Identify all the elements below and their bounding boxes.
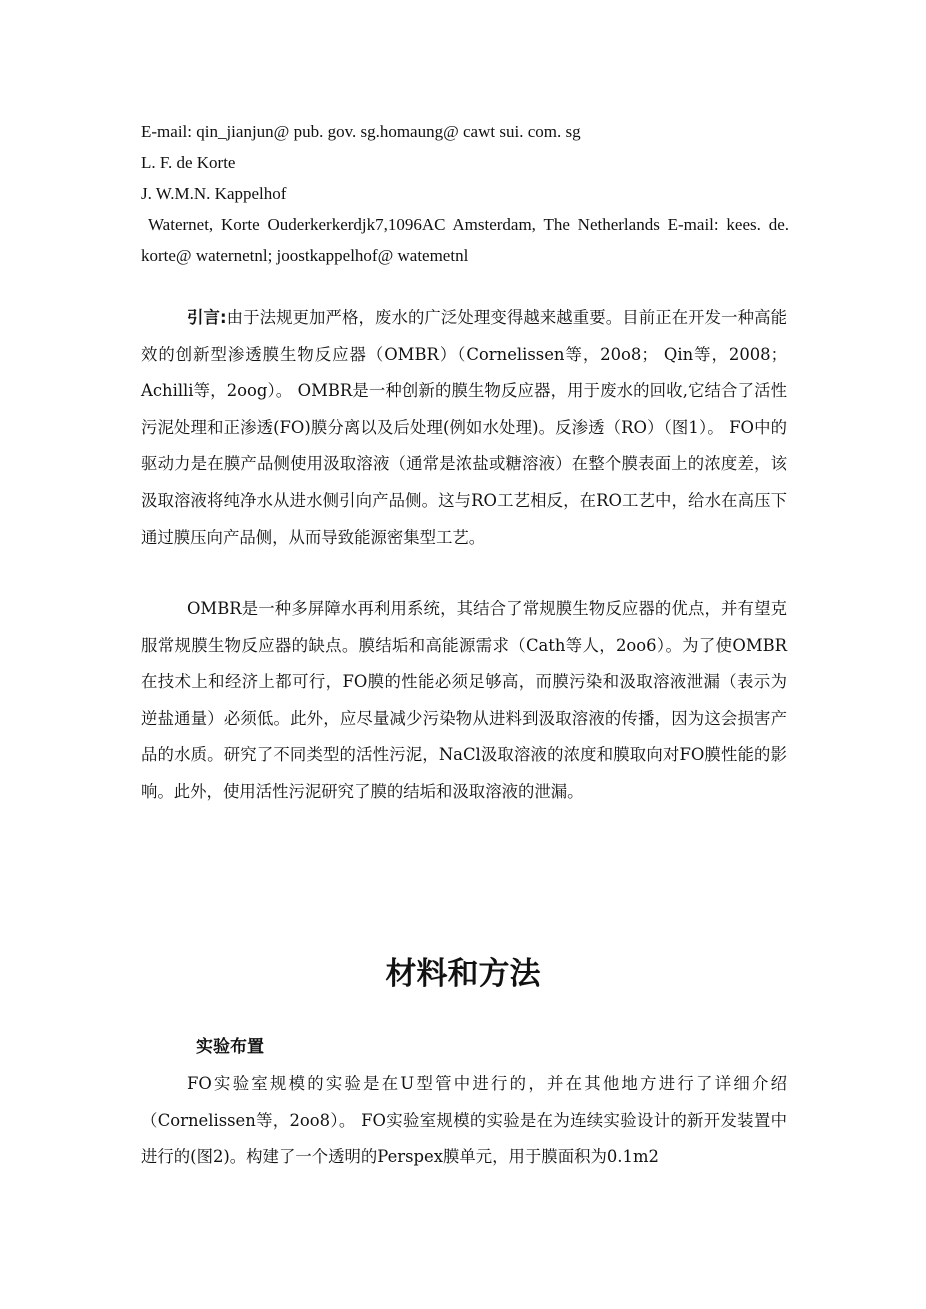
contact-email-line: E-mail: qin_jianjun@ pub. gov. sg.homaung@ cawt sui. com. sg xyxy=(141,122,581,141)
author-line: J. W.M.N. Kappelhof xyxy=(141,184,287,203)
introduction-paragraph xyxy=(141,300,787,556)
introduction-text: 由于法规更加严格，废水的广泛处理变得越来越重要。目前正在开发一种高能效的创新型渗透膜生物反应器（OMBR）（Cornelissen等，20o8； Qin等，2008； Achilli等，2oog）。 OMBR是一种创新的膜生物反应器，用于废水的回收,它结合了活性污泥处理和正渗透(FO)膜分离以及后处理(例如水处理)。反渗透（RO）（图1）。 FO中的驱动力是在膜产品侧使用汲取溶液（通常是浓盐或糖溶液）在整个膜表面上的浓度差，该汲取溶液将纯净水从进水侧引向产品侧。这与RO工艺相反，在RO工艺中，给水在高压下通过膜压向产品侧，从而导致能源密集型工艺。 xyxy=(141,308,787,547)
introduction-label: 引言: xyxy=(187,308,227,327)
methods-paragraph: FO实验室规模的实验是在U型管中进行的，并在其他地方进行了详细介绍（Cornelissen等，2oo8）。 FO实验室规模的实验是在为连续实验设计的新开发装置中进行的(图2)。构建了一个透明的Perspex膜单元，用于膜面积为0.1m2 xyxy=(141,1074,787,1167)
introduction-paragraph-2: OMBR是一种多屏障水再利用系统，其结合了常规膜生物反应器的优点，并有望克服常规膜生物反应器的缺点。膜结垢和高能源需求（Cath等人，2oo6）。为了使OMBR在技术上和经济上都可行，FO膜的性能必须足够高，而膜污染和汲取溶液泄漏（表示为逆盐通量）必须低。此外，应尽量减少污染物从进料到汲取溶液的传播，因为这会损害产品的水质。研究了不同类型的活性污泥，NaCl汲取溶液的浓度和膜取向对FO膜性能的影响。此外，使用活性污泥研究了膜的结垢和汲取溶液的泄漏。 xyxy=(141,599,787,801)
affiliation-text: Waternet, Korte Ouderkerkerdjk7,1096AC Amsterdam, The Netherlands E-mail: kees. de. korte@ waternetnl; joostkappelhof@ watemetnl xyxy=(141,215,789,265)
author-line: L. F. de Korte xyxy=(141,153,236,172)
subsection-title: 实验布置 xyxy=(196,1037,264,1057)
section-title: 材料和方法 xyxy=(385,956,541,992)
